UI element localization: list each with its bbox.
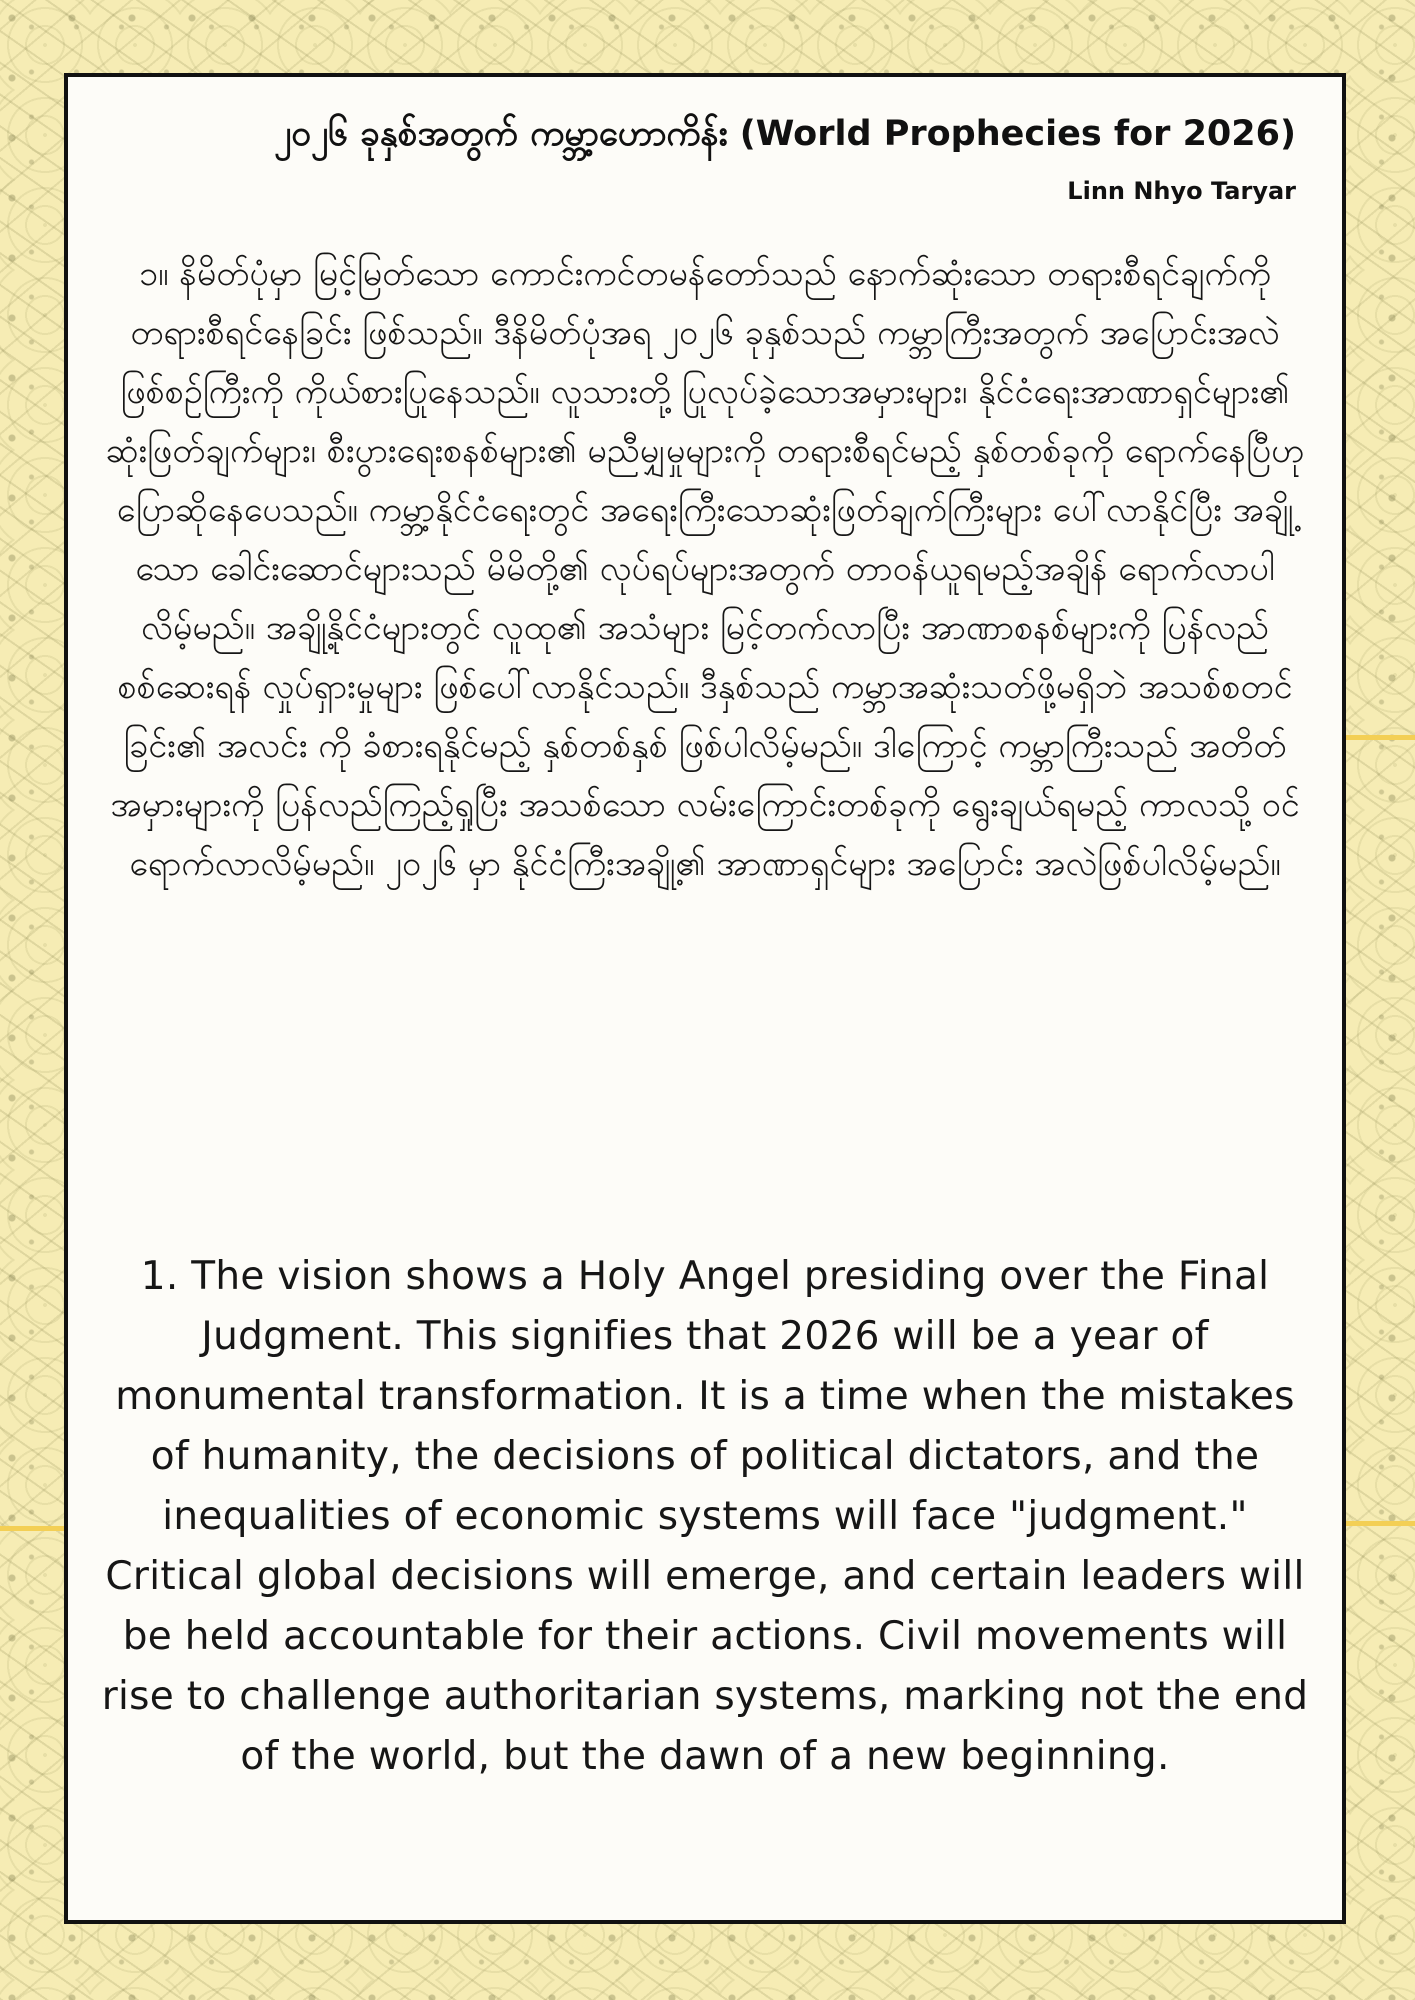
english-paragraph: 1. The vision shows a Holy Angel presiding over the Final Judgment. This signifies that 2026 will be a year of monumental transformation. It is a time when the mistakes of humanity, the decisions of political dictators, and the inequalities of economic systems will face "judgment." Critical global decisions will emerge, and certain leaders will be held accountable for their actions. Civil movements will rise to challenge authoritarian systems, marking not the end of the world, but the dawn of a new beginning.: [101, 1254, 1309, 1779]
prophecy-card: [64, 73, 1346, 1924]
document-title: ၂၀၂၆ ခုနှစ်အတွက် ကမ္ဘာ့ဟောကိန်း (World Prophecies for 2026): [274, 114, 1296, 154]
author-name: Linn Nhyo Taryar: [1067, 177, 1296, 205]
burmese-paragraph: ၁။ နိမိတ်ပုံမှာ မြင့်မြတ်သော ကောင်းကင်တမန်တော်သည် နောက်ဆုံးသော တရားစီရင်ချက်ကို တရားစီရင်နေခြင်း ဖြစ်သည်။ ဒီနိမိတ်ပုံအရ ၂၀၂၆ ခုနှစ်သည် ကမ္ဘာကြီးအတွက် အပြောင်းအလဲ ဖြစ်စဉ်ကြီးကို ကိုယ်စားပြုနေသည်။ လူသားတို့ ပြုလုပ်ခဲ့သောအမှားများ၊ နိုင်ငံရေးအာဏာရှင်များ၏ ဆုံးဖြတ်ချက်များ၊ စီးပွားရေးစနစ်များ၏ မညီမျှမှုများကို တရားစီရင်မည့် နှစ်တစ်ခုကို ရောက်နေပြီဟု ပြောဆိုနေပေသည်။ ကမ္ဘာ့နိုင်ငံရေးတွင် အရေးကြီးသောဆုံးဖြတ်ချက်ကြီးများ ပေါ်လာနိုင်ပြီး အချို့သော ခေါင်းဆောင်များသည် မိမိတို့၏ လုပ်ရပ်များအတွက် တာဝန်ယူရမည့်အချိန် ရောက်လာပါလိမ့်မည်။ အချို့နိုင်ငံများတွင် လူထု၏ အသံများ မြင့်တက်လာပြီး အာဏာစနစ်များကို ပြန်လည်စစ်ဆေးရန် လှုပ်ရှားမှုများ ဖြစ်ပေါ်လာနိုင်သည်။ ဒီနှစ်သည် ကမ္ဘာအဆုံးသတ်ဖို့မရှိဘဲ အသစ်စတင်ခြင်း၏ အလင်း ကို ခံစားရနိုင်မည့် နှစ်တစ်နှစ် ဖြစ်ပါလိမ့်မည်။ ဒါကြောင့် ကမ္ဘာကြီးသည် အတိတ်အမှားများကို ပြန်လည်ကြည့်ရှုပြီး အသစ်သော လမ်းကြောင်းတစ်ခုကို ရွေးချယ်ရမည့် ကာလသို့ ဝင်ရောက်လာလိမ့်မည်။ ၂၀၂၆ မှာ နိုင်ငံကြီးအချို့၏ အာဏာရှင်များ အပြောင်း အလဲဖြစ်ပါလိမ့်မည်။: [105, 254, 1305, 884]
right-accent-line-upper: [1346, 735, 1415, 740]
left-accent-line: [0, 1526, 64, 1531]
right-accent-line-lower: [1346, 1521, 1415, 1526]
